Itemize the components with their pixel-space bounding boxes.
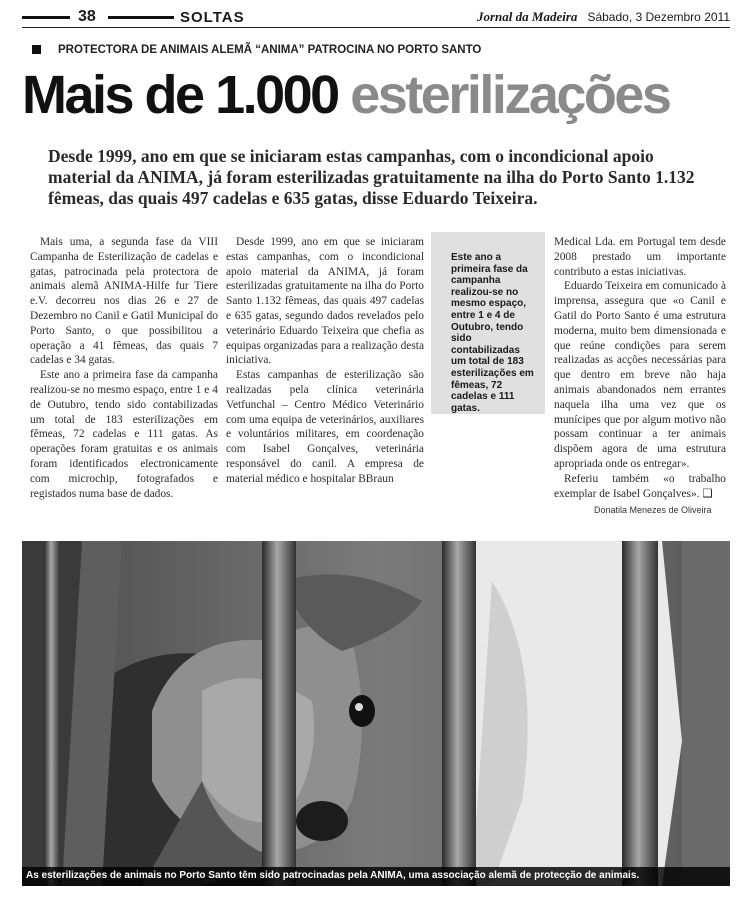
kicker-square-icon — [32, 45, 41, 54]
paragraph: Este ano a primeira fase da campanha realizou-se no mesmo espaço, entre 1 e 4 de Outubro, tendo sido contabilizadas um total de 183 esterilizações em fêmeas, 72 cadelas e 111 gatas. As operações foram gratuitas e os animais foram identificados electronicamente com microchip, fotografados e registados numa base de dados. — [30, 369, 218, 500]
page-number: 38 — [78, 8, 96, 25]
article-lead: Desde 1999, ano em que se iniciaram estas campanhas, com o incondicional apoio material da ANIMA, já foram esterilizadas gratuitamente na ilha do Porto Santo 1.132 fêmeas, das quais 497 cadelas e 635 gatas, disse Eduardo Teixeira. — [48, 146, 695, 208]
dog-behind-bars-image — [22, 541, 730, 886]
article-headline — [22, 64, 732, 126]
author-byline: Donatila Menezes de Oliveira — [594, 505, 712, 515]
body-column-4 — [554, 235, 726, 501]
paragraph: Eduardo Teixeira em comunicado à imprensa, assegura que «o Canil e Gatil do Porto Santo é uma estrutura moderna, muito bem dimensionada e que reúne condições para serem realizadas as acções necessárias para que dentro em breve não haja animais abandonados nem errantes naquela ilha uma vez que os munícipes que por algum motivo não possam continuar a ter animais dispõem agora de uma estrutura apropriada onde os entregar». — [554, 280, 726, 470]
kicker-text: PROTECTORA DE ANIMAIS ALEMÃ “ANIMA” PATROCINA NO PORTO SANTO — [58, 44, 482, 56]
paragraph: Estas campanhas de esterilização são realizadas pela clínica veterinária Vetfunchal – Centro Médico Veterinário com uma equipa de veterinários, auxiliares e voluntários militares, em coordenação com Isabel Gonçalves, veterinária responsável do canil. A empresa de material médico e hospitalar BBraun — [226, 369, 424, 485]
body-column-1 — [30, 235, 218, 501]
paragraph: Desde 1999, ano em que se iniciaram estas campanhas, com o incondicional apoio material da ANIMA, já foram esterilizadas gratuitamente na ilha do Porto Santo 1.132 fêmeas, das quais 497 cadelas e 635 gatas, segundo dados revelados pelo veterinário Eduardo Teixeira que chefia as equipas organizadas para a realização desta iniciativa. — [226, 236, 424, 367]
issue-date: Sábado, 3 Dezembro 2011 — [587, 10, 730, 24]
paragraph: Medical Lda. em Portugal tem desde 2008 prestado um importante contributo a estas iniciativas. — [554, 236, 726, 278]
page-header — [22, 8, 730, 26]
newspaper-name: Jornal da Madeira — [477, 9, 578, 24]
header-divider — [22, 27, 730, 28]
highlight-text: Este ano a primeira fase da campanha realizou-se no mesmo espaço, entre 1 e 4 de Outubro, tendo sido contabilizadas um total de 183 esterilizações em fêmeas, 72 cadelas e 111 gatas. — [451, 252, 534, 414]
section-name: SOLTAS — [180, 9, 245, 26]
headline-dark: Mais de 1.000 — [22, 65, 338, 125]
headline-grey: esterilizações — [350, 65, 670, 125]
article-photo — [22, 541, 730, 886]
header-rule-left — [22, 16, 70, 19]
paragraph: Referiu também «o trabalho exemplar de Isabel Gonçalves». ❑ — [554, 472, 726, 500]
photo-caption-bar — [22, 867, 730, 886]
body-column-2 — [226, 235, 424, 487]
header-rule-middle — [108, 16, 174, 19]
paragraph: Mais uma, a segunda fase da VIII Campanha de Esterilização de cadelas e gatas, patrocinada pela protectora de animais alemã ANIMA-Hilfe fur Tiere e.V. decorreu nos dias 26 e 27 de Dezembro no Canil e Gatil Municipal do Porto Santo, o que possibilitou a operação a 41 fêmeas, das quais 7 cadelas e 34 gatas. — [30, 236, 218, 367]
highlight-box — [431, 232, 545, 414]
article-kicker — [32, 44, 481, 56]
photo-caption: As esterilizações de animais no Porto Santo têm sido patrocinadas pela ANIMA, uma associação alemã de protecção de animais. — [26, 870, 640, 881]
